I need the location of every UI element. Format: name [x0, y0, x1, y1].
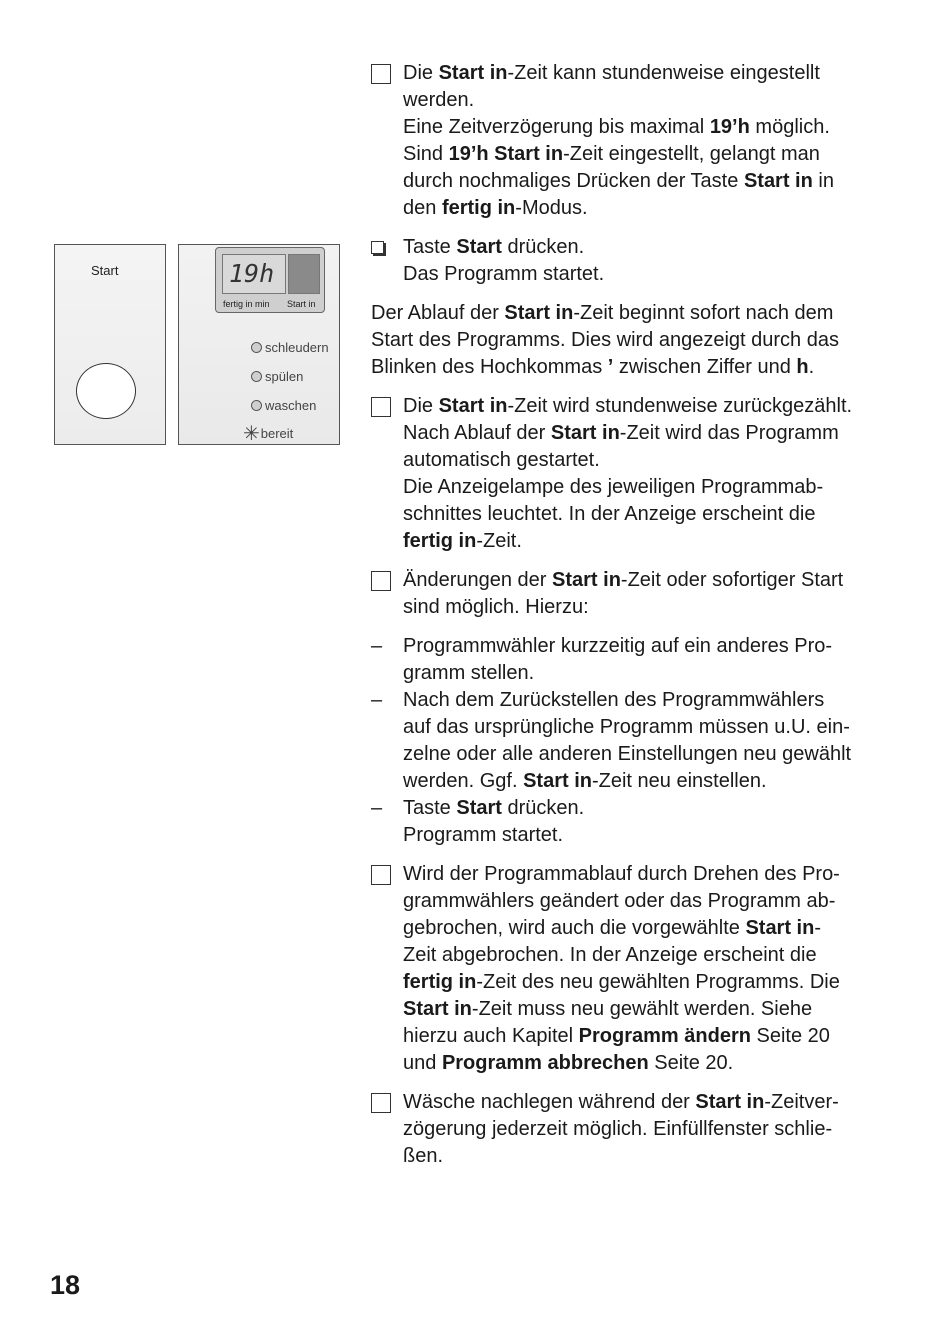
instruction-column [371, 60, 901, 1182]
checkbox-icon [371, 397, 391, 417]
change-options-list [371, 633, 901, 849]
led-waschen: waschen [251, 398, 316, 413]
checkbox-icon [371, 1093, 391, 1113]
step-changes: Änderungen der Start in-Zeit oder sofortiger Start sind möglich. Hierzu: [371, 567, 901, 621]
checkbox-icon [371, 571, 391, 591]
start-button-illustration [76, 363, 136, 419]
dash-bullet: – [371, 797, 383, 819]
start-in-key-illustration [288, 254, 320, 294]
step-start-in-hours: Die Start in-Zeit kann stundenweise eingestellt werden. Eine Zeitverzögerung bis maximal 19’h möglich. Sind 19’h Start in-Zeit eingestellt, gelangt man durch nochmaliges Drücken der Taste Start in in den fertig in-Modus. [371, 60, 901, 222]
start-in-label: Start in [287, 299, 316, 309]
page-number: 18 [50, 1270, 81, 1300]
start-panel-illustration [54, 244, 166, 445]
led-bereit: ✳bereit [243, 423, 294, 445]
checkbox-icon [371, 64, 391, 84]
step-program-change: Wird der Programmablauf durch Drehen des Pro- grammwählers geändert oder das Programm ab- gebrochen, wird auch die vorgewählte Start in- Zeit abgebrochen. In der Anzeige erscheint die fertig in-Zeit des neu gewählten Programms. Die Start in-Zeit muss neu gewählt werden. Siehe hierzu auch Kapitel Programm ändern Seite 20 und Programm abbrechen Seite 20. [371, 861, 901, 1077]
blinking-light-icon: ✳ [243, 423, 260, 445]
led-schleudern: schleudern [251, 340, 329, 355]
list-item: – Nach dem Zurückstellen des Programmwählers auf das ursprüngliche Programm müssen u.U. ein- zelne oder alle anderen Einstellungen neu gewählt werden. Ggf. Start in-Zeit neu einstellen. [371, 689, 852, 792]
bullet-square-icon [371, 241, 384, 254]
display-frame [215, 247, 325, 313]
fertig-in-label: fertig in min [223, 299, 270, 309]
display-panel-illustration [178, 244, 340, 445]
step-press-start: Taste Start drücken. Das Programm startet. [371, 234, 901, 288]
step-countdown: Die Start in-Zeit wird stundenweise zurückgezählt. Nach Ablauf der Start in-Zeit wird das Programm automatisch gestartet. Die Anzeigelampe des jeweiligen Programmab- schnittes leuchtet. In der Anzeige erscheint die fertig in-Zeit. [371, 393, 901, 555]
led-spuelen: spülen [251, 369, 303, 384]
checkbox-icon [371, 865, 391, 885]
start-label: Start [91, 263, 119, 278]
dash-bullet: – [371, 635, 383, 657]
step-add-laundry: Wäsche nachlegen während der Start in-Zeitver- zögerung jederzeit möglich. Einfüllfenster schlie- ßen. [371, 1089, 901, 1170]
led-icon [251, 342, 262, 353]
paragraph-countdown-start: Der Ablauf der Start in-Zeit beginnt sofort nach dem Start des Programms. Dies wird angezeigt durch das Blinken des Hochkommas ’ zwischen Ziffer und h. [371, 302, 839, 378]
list-item: – Taste Start drücken. Programm startet. [371, 797, 585, 846]
lcd-display: 19h [222, 254, 286, 294]
list-item: – Programmwähler kurzzeitig auf ein anderes Pro- gramm stellen. [371, 635, 833, 684]
led-icon [251, 371, 262, 382]
dash-bullet: – [371, 689, 383, 711]
led-icon [251, 400, 262, 411]
